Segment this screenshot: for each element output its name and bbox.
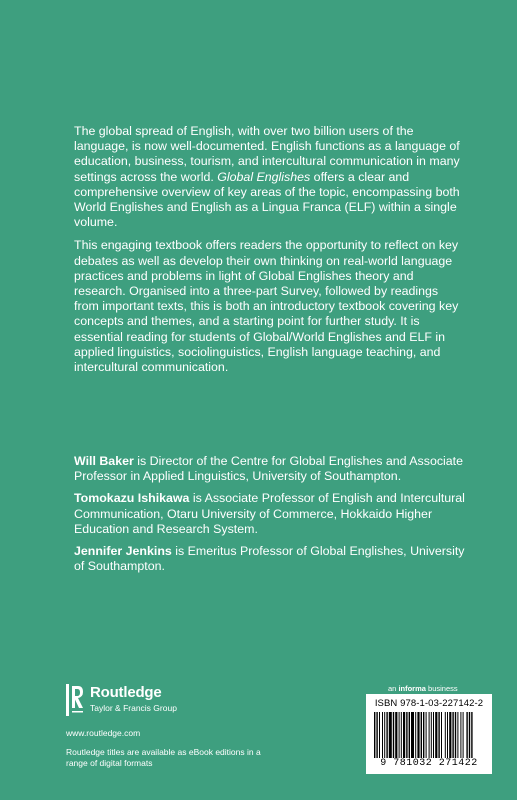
informa-business-label: an informa business [388,684,458,693]
publisher-website: www.routledge.com [66,728,141,738]
barcode-bar [403,712,405,758]
author-bios [74,454,474,581]
barcode-bar [426,712,427,758]
book-title-italic: Global Englishes [217,169,311,184]
isbn-label: ISBN 978-1-03-227142-2 [374,698,484,709]
barcode-icon [372,712,486,758]
barcode-bar [449,712,451,758]
barcode-bar [460,712,461,758]
author-bio-text: is Director of the Centre for Global Englishes and Associate Professor in Applied Linguistics, University of Southampton. [74,454,464,484]
barcode-bar [471,712,472,758]
isbn-barcode-box [366,694,492,774]
barcode-bar [399,712,400,758]
barcode-bar [455,712,456,758]
description-paragraph-2: This engaging textbook offers readers the opportunity to reflect on key debates as well as develop their own thinking on real-world language practices and problems in light of Global Englishes theory and research. Organised into a three-part Survey, followed by readings from important texts, this is both an introductory textbook covering key concepts and themes, and a starting point for further study. It is essential reading for students of Global/World Englishes and ELF in applied linguistics, sociolinguistics, English language teaching, and intercultural communication. [74,238,459,375]
author-bio-text: is Emeritus Professor of Global Englishes, University of Southampton. [74,544,465,574]
barcode-bar [452,712,453,758]
barcode-bar [457,712,458,758]
barcode-bar [438,712,439,758]
barcode-bar [415,712,416,758]
barcode-bar [382,712,383,758]
author-name: Tomokazu Ishikawa [74,491,190,506]
author-bio [74,544,474,574]
barcode-bar [379,712,380,758]
barcode-bar [433,712,434,758]
barcode-bar [395,712,397,758]
barcode-bar [421,712,422,758]
barcode-bar [376,712,377,758]
publisher-name: Routledge [90,684,162,701]
barcode-bar [401,712,402,758]
barcode-bar [469,712,470,758]
barcode-bar [435,712,437,758]
barcode-number: 9 781032 271422 [380,758,478,769]
author-name: Jennifer Jenkins [74,544,172,559]
barcode-bar [389,712,392,758]
barcode-bar [384,712,385,758]
description-text: offers a clear and comprehensive overview of key areas of the topic, encompassing both World Englishes and English as a Lingua Franca (ELF) within a single volume. [74,169,460,230]
description-paragraph-1 [74,124,466,230]
author-name: Will Baker [74,454,134,468]
ebook-note: Routledge titles are available as eBook editions in a range of digital formats [66,747,261,768]
barcode-bar [431,712,432,758]
barcode-bar [411,712,414,758]
author-bio [74,454,474,484]
barcode-bar [429,712,430,758]
barcode-bar [441,712,442,758]
author-bio-text: is Associate Professor of English and Intercultural Communication, Otaru University of Commerce, Hokkaido Higher Education and Research System. [74,491,465,536]
description-text: The global spread of English, with over two billion users of the language, is now well-documented. English functions as a language of education, business, tourism, and intercultural communication in many settings across the world. [74,124,460,184]
publisher-tagline: Taylor & Francis Group [90,703,177,713]
barcode-bar [445,712,446,758]
barcode-bar [463,712,464,758]
barcode-bar [409,712,410,758]
book-description [74,124,466,383]
barcode-bar [466,712,467,758]
barcode-bar [393,712,394,758]
barcode-bar [406,712,407,758]
barcode-bar [417,712,419,758]
barcode-bar [447,712,448,758]
barcode-bar [423,712,424,758]
barcode-bar [374,712,375,758]
barcode-bar [386,712,387,758]
routledge-logo-icon [66,684,84,716]
author-bio [74,491,474,537]
